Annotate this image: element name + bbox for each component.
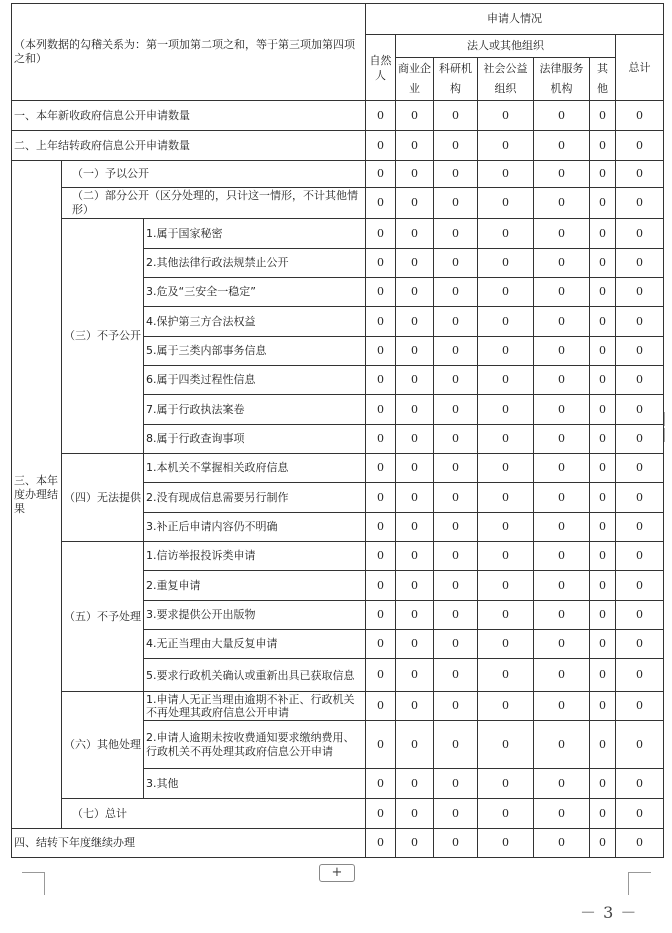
value-cell: 0: [534, 101, 590, 131]
value-cell: 0: [396, 659, 434, 692]
row-label: 3.补正后申请内容仍不明确: [144, 513, 366, 542]
row-label: 1.本机关不掌握相关政府信息: [144, 454, 366, 483]
value-cell: 0: [478, 425, 534, 454]
row-label: 一、本年新收政府信息公开申请数量: [12, 101, 366, 131]
header-col-5: 其他: [590, 58, 616, 101]
value-cell: 0: [396, 542, 434, 571]
value-cell: 0: [534, 721, 590, 769]
value-cell: 0: [434, 513, 478, 542]
value-cell: 0: [366, 131, 396, 161]
row-label: 四、结转下年度继续办理: [12, 829, 366, 858]
value-cell: 0: [534, 307, 590, 337]
value-cell: 0: [434, 395, 478, 425]
row-label: 4.保护第三方合法权益: [144, 307, 366, 337]
value-cell: 0: [534, 366, 590, 395]
value-cell: 0: [616, 101, 664, 131]
value-cell: 0: [478, 799, 534, 829]
value-cell: 0: [366, 278, 396, 307]
value-cell: 0: [396, 131, 434, 161]
value-cell: 0: [478, 829, 534, 858]
value-cell: 0: [590, 601, 616, 630]
value-cell: 0: [434, 101, 478, 131]
value-cell: 0: [534, 483, 590, 513]
value-cell: 0: [478, 542, 534, 571]
value-cell: 0: [616, 601, 664, 630]
value-cell: 0: [478, 513, 534, 542]
value-cell: 0: [590, 829, 616, 858]
row-subgroup-label: （三）不予公开: [62, 219, 144, 454]
row-subgroup-label: （四）无法提供: [62, 454, 144, 542]
row-subgroup-label: （五）不予处理: [62, 542, 144, 692]
value-cell: 0: [366, 395, 396, 425]
value-cell: 0: [478, 630, 534, 659]
value-cell: 0: [396, 395, 434, 425]
value-cell: 0: [616, 692, 664, 721]
value-cell: 0: [396, 219, 434, 249]
value-cell: 0: [590, 571, 616, 601]
value-cell: 0: [366, 721, 396, 769]
value-cell: 0: [590, 219, 616, 249]
value-cell: 0: [534, 131, 590, 161]
value-cell: 0: [434, 307, 478, 337]
value-cell: 0: [434, 454, 478, 483]
value-cell: 0: [478, 161, 534, 188]
value-cell: 0: [478, 249, 534, 278]
value-cell: 0: [616, 571, 664, 601]
header-total: 总计: [616, 35, 664, 101]
row-label: 5.要求行政机关确认或重新出具已获取信息: [144, 659, 366, 692]
value-cell: 0: [534, 161, 590, 188]
row-label: 1.信访举报投诉类申请: [144, 542, 366, 571]
value-cell: 0: [534, 278, 590, 307]
value-cell: 0: [616, 307, 664, 337]
row-group-label: 三、本年度办理结果: [12, 161, 62, 829]
header-applicant: 申请人情况: [366, 4, 664, 35]
value-cell: 0: [478, 571, 534, 601]
value-cell: 0: [366, 454, 396, 483]
value-cell: 0: [478, 219, 534, 249]
value-cell: 0: [590, 395, 616, 425]
value-cell: 0: [534, 829, 590, 858]
value-cell: 0: [396, 721, 434, 769]
row-label: 4.无正当理由大量反复申请: [144, 630, 366, 659]
value-cell: 0: [616, 454, 664, 483]
value-cell: 0: [434, 829, 478, 858]
value-cell: 0: [590, 337, 616, 366]
row-label: 7.属于行政执法案卷: [144, 395, 366, 425]
header-col-2: 科研机构: [434, 58, 478, 101]
value-cell: 0: [434, 249, 478, 278]
value-cell: 0: [366, 219, 396, 249]
value-cell: 0: [396, 483, 434, 513]
value-cell: 0: [366, 249, 396, 278]
row-label: 3.危及“三安全一稳定”: [144, 278, 366, 307]
value-cell: 0: [616, 425, 664, 454]
value-cell: 0: [534, 630, 590, 659]
value-cell: 0: [616, 630, 664, 659]
value-cell: 0: [396, 366, 434, 395]
value-cell: 0: [366, 161, 396, 188]
value-cell: 0: [434, 571, 478, 601]
value-cell: 0: [366, 769, 396, 799]
row-label: 2.重复申请: [144, 571, 366, 601]
value-cell: 0: [590, 161, 616, 188]
value-cell: 0: [434, 769, 478, 799]
value-cell: 0: [366, 542, 396, 571]
value-cell: 0: [478, 659, 534, 692]
value-cell: 0: [534, 249, 590, 278]
value-cell: 0: [396, 692, 434, 721]
value-cell: 0: [478, 483, 534, 513]
value-cell: 0: [396, 829, 434, 858]
value-cell: 0: [534, 542, 590, 571]
value-cell: 0: [534, 395, 590, 425]
value-cell: 0: [366, 571, 396, 601]
value-cell: 0: [590, 101, 616, 131]
value-cell: 0: [478, 366, 534, 395]
value-cell: 0: [616, 721, 664, 769]
value-cell: 0: [590, 278, 616, 307]
value-cell: 0: [590, 249, 616, 278]
value-cell: 0: [590, 307, 616, 337]
value-cell: 0: [590, 425, 616, 454]
value-cell: 0: [478, 692, 534, 721]
value-cell: 0: [366, 483, 396, 513]
value-cell: 0: [478, 601, 534, 630]
row-label: 二、上年结转政府信息公开申请数量: [12, 131, 366, 161]
value-cell: 0: [534, 659, 590, 692]
row-label: 8.属于行政查询事项: [144, 425, 366, 454]
row-label: 2.其他法律行政法规禁止公开: [144, 249, 366, 278]
value-cell: 0: [434, 692, 478, 721]
value-cell: 0: [534, 425, 590, 454]
value-cell: 0: [366, 829, 396, 858]
value-cell: 0: [616, 395, 664, 425]
value-cell: 0: [434, 366, 478, 395]
value-cell: 0: [434, 188, 478, 219]
value-cell: 0: [478, 188, 534, 219]
value-cell: 0: [434, 131, 478, 161]
value-cell: 0: [434, 630, 478, 659]
value-cell: 0: [478, 769, 534, 799]
value-cell: 0: [534, 601, 590, 630]
header-note: （本列数据的勾稽关系为：第一项加第二项之和，等于第三项加第四项之和）: [12, 4, 366, 101]
value-cell: 0: [616, 219, 664, 249]
value-cell: 0: [396, 571, 434, 601]
value-cell: 0: [616, 829, 664, 858]
value-cell: 0: [590, 188, 616, 219]
value-cell: 0: [434, 278, 478, 307]
value-cell: 0: [366, 692, 396, 721]
row-subgroup-label: （六）其他处理: [62, 692, 144, 799]
value-cell: 0: [434, 425, 478, 454]
value-cell: 0: [366, 513, 396, 542]
value-cell: 0: [590, 769, 616, 799]
value-cell: 0: [590, 131, 616, 161]
value-cell: 0: [616, 542, 664, 571]
value-cell: 0: [616, 131, 664, 161]
value-cell: 0: [434, 659, 478, 692]
header-col-1: 商业企业: [396, 58, 434, 101]
value-cell: 0: [366, 799, 396, 829]
value-cell: 0: [366, 366, 396, 395]
value-cell: 0: [616, 483, 664, 513]
header-col-3: 社会公益组织: [478, 58, 534, 101]
value-cell: 0: [534, 219, 590, 249]
value-cell: 0: [366, 307, 396, 337]
row-label: 3.要求提供公开出版物: [144, 601, 366, 630]
value-cell: 0: [366, 337, 396, 366]
row-label: 1.申请人无正当理由逾期不补正、行政机关不再处理其政府信息公开申请: [144, 692, 366, 721]
value-cell: 0: [366, 188, 396, 219]
value-cell: 0: [616, 249, 664, 278]
value-cell: 0: [616, 278, 664, 307]
value-cell: 0: [434, 799, 478, 829]
value-cell: 0: [478, 101, 534, 131]
value-cell: 0: [434, 601, 478, 630]
value-cell: 0: [396, 188, 434, 219]
value-cell: 0: [616, 337, 664, 366]
value-cell: 0: [366, 601, 396, 630]
page-corner-mark: [628, 872, 651, 895]
value-cell: 0: [534, 571, 590, 601]
value-cell: 0: [478, 454, 534, 483]
value-cell: 0: [396, 307, 434, 337]
margin-mark: [664, 412, 672, 426]
value-cell: 0: [434, 542, 478, 571]
page-corner-mark: [22, 872, 45, 895]
row-label: （一）予以公开: [62, 161, 366, 188]
value-cell: 0: [616, 769, 664, 799]
value-cell: 0: [534, 454, 590, 483]
value-cell: 0: [590, 366, 616, 395]
value-cell: 0: [534, 337, 590, 366]
header-legal-group: 法人或其他组织: [396, 35, 616, 58]
value-cell: 0: [616, 366, 664, 395]
row-label: 1.属于国家秘密: [144, 219, 366, 249]
row-label: 6.属于四类过程性信息: [144, 366, 366, 395]
value-cell: 0: [616, 659, 664, 692]
value-cell: 0: [396, 337, 434, 366]
value-cell: 0: [434, 161, 478, 188]
value-cell: 0: [534, 692, 590, 721]
row-label: 2.没有现成信息需要另行制作: [144, 483, 366, 513]
value-cell: 0: [590, 799, 616, 829]
value-cell: 0: [590, 692, 616, 721]
value-cell: 0: [534, 513, 590, 542]
header-col-4: 法律服务机构: [534, 58, 590, 101]
value-cell: 0: [434, 721, 478, 769]
value-cell: 0: [590, 542, 616, 571]
value-cell: 0: [478, 131, 534, 161]
value-cell: 0: [616, 188, 664, 219]
value-cell: 0: [396, 249, 434, 278]
value-cell: 0: [396, 630, 434, 659]
gov-info-disclosure-table: [11, 3, 664, 858]
row-label: （二）部分公开（区分处理的，只计这一情形，不计其他情形）: [62, 188, 366, 219]
value-cell: 0: [396, 101, 434, 131]
add-row-button[interactable]: +: [319, 864, 355, 882]
value-cell: 0: [396, 454, 434, 483]
value-cell: 0: [396, 513, 434, 542]
value-cell: 0: [478, 721, 534, 769]
page-number: － 3 －: [580, 903, 638, 922]
value-cell: 0: [590, 513, 616, 542]
value-cell: 0: [396, 161, 434, 188]
value-cell: 0: [396, 769, 434, 799]
header-natural-person: 自然人: [366, 35, 396, 101]
value-cell: 0: [590, 483, 616, 513]
value-cell: 0: [366, 425, 396, 454]
value-cell: 0: [534, 769, 590, 799]
value-cell: 0: [396, 601, 434, 630]
value-cell: 0: [616, 799, 664, 829]
value-cell: 0: [478, 395, 534, 425]
value-cell: 0: [366, 101, 396, 131]
value-cell: 0: [396, 799, 434, 829]
value-cell: 0: [590, 721, 616, 769]
value-cell: 0: [396, 425, 434, 454]
value-cell: 0: [616, 513, 664, 542]
value-cell: 0: [434, 483, 478, 513]
value-cell: 0: [534, 799, 590, 829]
value-cell: 0: [590, 630, 616, 659]
value-cell: 0: [434, 219, 478, 249]
value-cell: 0: [616, 161, 664, 188]
row-label: （七）总计: [62, 799, 366, 829]
margin-mark: [664, 428, 672, 442]
value-cell: 0: [590, 659, 616, 692]
row-label: 2.申请人逾期未按收费通知要求缴纳费用、行政机关不再处理其政府信息公开申请: [144, 721, 366, 769]
value-cell: 0: [534, 188, 590, 219]
row-label: 5.属于三类内部事务信息: [144, 337, 366, 366]
value-cell: 0: [478, 278, 534, 307]
value-cell: 0: [366, 630, 396, 659]
row-label: 3.其他: [144, 769, 366, 799]
value-cell: 0: [366, 659, 396, 692]
value-cell: 0: [478, 337, 534, 366]
value-cell: 0: [478, 307, 534, 337]
value-cell: 0: [590, 454, 616, 483]
value-cell: 0: [396, 278, 434, 307]
value-cell: 0: [434, 337, 478, 366]
